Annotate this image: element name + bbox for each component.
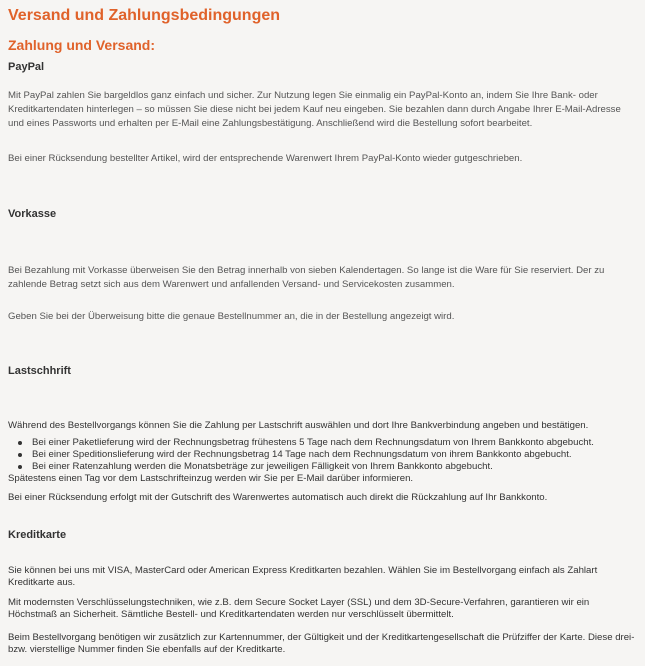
list-item: [32, 449, 636, 461]
bullet-icon: [18, 465, 22, 469]
vorkasse-paragraph-2: Geben Sie bei der Überweisung bitte die genaue Bestellnummer an, die in der Bestellung angezeigt wird.: [8, 311, 455, 322]
vorkasse-heading: Vorkasse: [8, 208, 57, 220]
paypal-paragraph-2: Bei einer Rücksendung bestellter Artikel, wird der entsprechende Warenwert Ihrem PayPal-Konto wieder gutgeschrieben.: [8, 153, 523, 164]
page-title: Versand und Zahlungsbedingungen: [8, 7, 281, 24]
lastschrift-paragraph-1: Während des Bestellvorgangs können Sie die Zahlung per Lastschrift auswählen und dort Ihre Bankverbindung angeben und bestätigen.: [8, 420, 589, 431]
paypal-paragraph-1: Mit PayPal zahlen Sie bargeldlos ganz einfach und sicher. Zur Nutzung legen Sie einmalig ein PayPal-Konto an, indem Sie Ihre Bank- oder Kreditkartendaten hinterlegen – so müssen Sie diese nicht bei jedem Kauf neu eingeben. Sie bezahlen dann durch Angabe Ihrer E-Mail-Adresse und eines Passworts und erhalten per E-Mail eine Zahlungsbestätigung. Anschließend wird die Bestellung sofort bearbeitet.: [8, 90, 621, 129]
kreditkarte-paragraph-3: Beim Bestellvorgang benötigen wir zusätzlich zur Kartennummer, der Gültigkeit und der Kreditkartengesellschaft die Prüfziffer der Karte. Diese drei- bzw. vierstellige Nummer finden Sie ebenfalls auf der Kreditkarte.: [8, 632, 635, 655]
list-item-text: Bei einer Paketlieferung wird der Rechnungsbetrag frühestens 5 Tage nach dem Rechnungsdatum von Ihrem Bankkonto abgebucht.: [32, 437, 594, 448]
bullet-icon: [18, 453, 22, 457]
paypal-heading: PayPal: [8, 61, 45, 73]
kreditkarte-heading: Kreditkarte: [8, 529, 67, 541]
kreditkarte-paragraph-1: Sie können bei uns mit VISA, MasterCard oder American Express Kreditkarten bezahlen. Wählen Sie im Bestellvorgang einfach als Zahlart Kreditkarte aus.: [8, 565, 598, 588]
list-item-text: Bei einer Ratenzahlung werden die Monatsbeträge zur jeweiligen Fälligkeit von Ihrem Bankkonto abgebucht.: [32, 461, 493, 472]
list-item: [32, 437, 636, 449]
lastschrift-bullet-list: [8, 437, 636, 473]
list-item-text: Bei einer Speditionslieferung wird der Rechnungsbetrag 14 Tage nach dem Rechnungsdatum von ihrem Bankkonto abgebucht.: [32, 449, 572, 460]
bullet-icon: [18, 441, 22, 445]
lastschrift-paragraph-3: Bei einer Rücksendung erfolgt mit der Gutschrift des Warenwertes automatisch auch direkt die Rückzahlung auf Ihr Bankkonto.: [8, 492, 548, 503]
lastschrift-heading: Lastschhrift: [8, 365, 71, 377]
vorkasse-paragraph-1: Bei Bezahlung mit Vorkasse überweisen Sie den Betrag innerhalb von sieben Kalendertagen. So lange ist die Ware für Sie reserviert. Der zu zahlende Betrag setzt sich aus dem Warenwert und anfallenden Versand- und Servicekosten zusammen.: [8, 265, 605, 290]
list-item: [32, 461, 636, 473]
section-subtitle: Zahlung und Versand:: [8, 37, 156, 53]
kreditkarte-paragraph-2: Mit modernsten Verschlüsselungstechniken, wie z.B. dem Secure Socket Layer (SSL) und dem 3D-Secure-Verfahren, garantieren wir ein Höchstmaß an Sicherheit. Sämtliche Bestell- und Kreditkartendaten werden nur verschlüsselt übermittelt.: [8, 597, 590, 620]
lastschrift-paragraph-2: Spätestens einen Tag vor dem Lastschrifteinzug werden wir Sie per E-Mail darüber informieren.: [8, 473, 414, 484]
